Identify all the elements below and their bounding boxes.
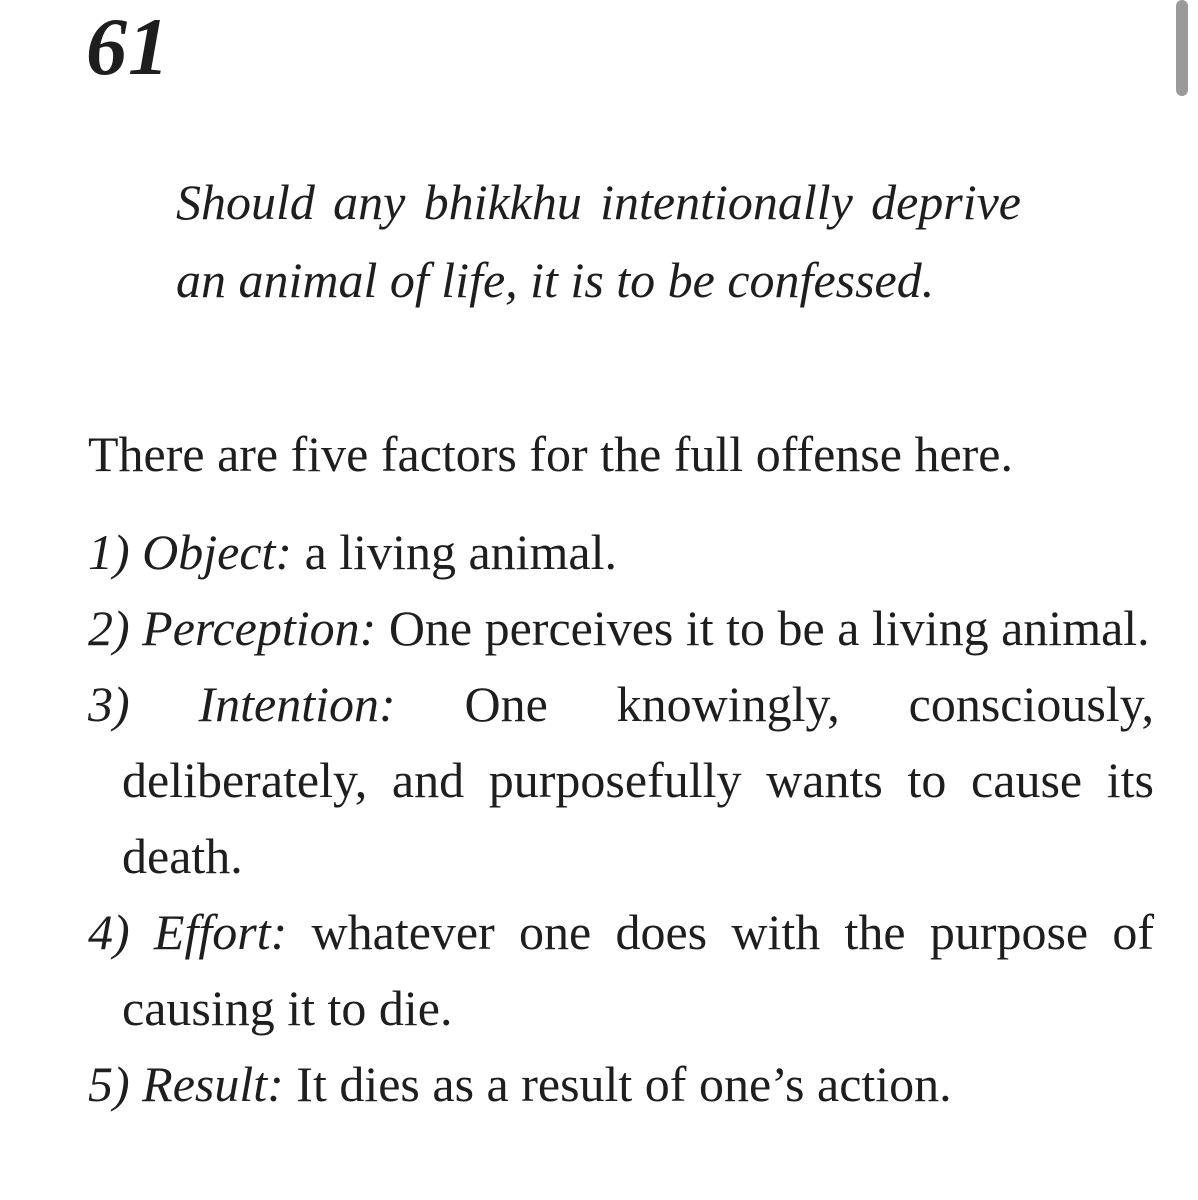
factor-list: [88, 514, 1154, 1122]
factor-item-object: [88, 514, 1154, 590]
factor-description: a living animal.: [304, 524, 618, 580]
factors-intro: There are five factors for the full offense here.: [88, 426, 1013, 482]
factor-term: Result:: [142, 1056, 284, 1112]
factor-description: One knowingly, consciously, deliberately, and purposefully wants to cause its death.: [122, 676, 1154, 884]
factor-item-effort: [88, 894, 1154, 1046]
factor-item-perception: [88, 590, 1154, 666]
factor-number: 1): [88, 524, 130, 580]
factor-item-intention: [88, 666, 1154, 894]
factor-number: 3): [88, 676, 130, 732]
scrollbar-thumb[interactable]: [1176, 0, 1188, 96]
factor-number: 4): [88, 904, 130, 960]
factor-number: 2): [88, 600, 130, 656]
factor-item-result: [88, 1046, 1154, 1122]
factor-description: It dies as a result of one’s action.: [296, 1056, 952, 1112]
factor-term: Perception:: [142, 600, 377, 656]
factor-term: Effort:: [153, 904, 288, 960]
section-number-heading: 61: [86, 1, 170, 92]
factor-term: Object:: [142, 524, 293, 580]
factor-number: 5): [88, 1056, 130, 1112]
rule-quote: Should any bhikkhu intentionally deprive an animal of life, it is to be confessed.: [176, 174, 1021, 308]
factor-term: Intention:: [198, 676, 396, 732]
factor-description: One perceives it to be a living animal.: [388, 600, 1150, 656]
factor-description: whatever one does with the purpose of causing it to die.: [122, 904, 1155, 1036]
